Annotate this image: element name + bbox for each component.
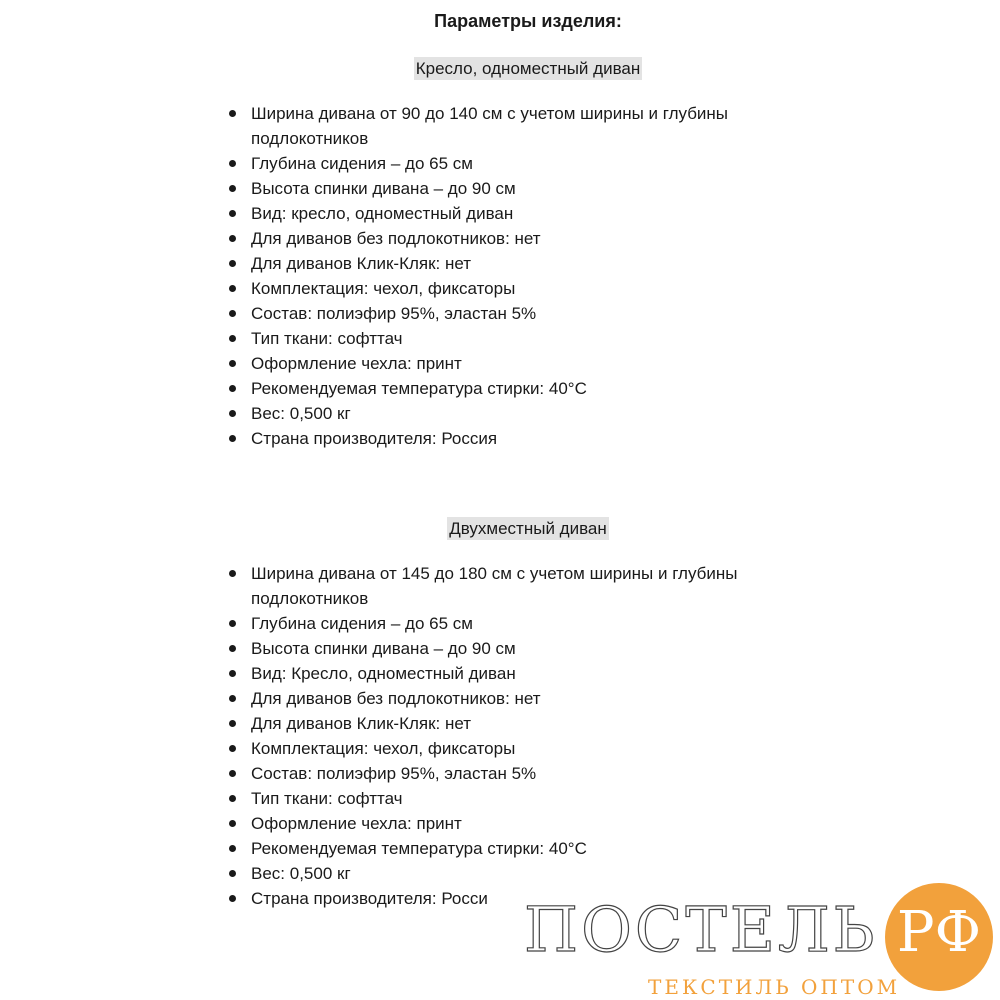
bullet-icon <box>229 845 236 852</box>
list-item <box>251 761 811 786</box>
bullet-icon <box>229 795 236 802</box>
bullet-icon <box>229 770 236 777</box>
brand-logo <box>500 878 1000 1000</box>
bullet-icon <box>229 410 236 417</box>
bullet-icon <box>229 385 236 392</box>
bullet-icon <box>229 820 236 827</box>
list-item <box>251 176 811 201</box>
bullet-icon <box>229 260 236 267</box>
list-item <box>251 811 811 836</box>
logo-tagline: ТЕКСТИЛЬ ОПТОМ <box>648 975 901 999</box>
section-heading-row <box>0 57 1000 80</box>
list-item-text: Оформление чехла: принт <box>251 354 462 373</box>
list-item <box>251 836 811 861</box>
list-item <box>251 226 811 251</box>
bullet-icon <box>229 720 236 727</box>
bullet-icon <box>229 110 236 117</box>
bullet-icon <box>229 645 236 652</box>
list-item-text: Страна производителя: Росси <box>251 889 488 908</box>
list-item <box>251 686 811 711</box>
bullet-icon <box>229 160 236 167</box>
list-item-text: Комплектация: чехол, фиксаторы <box>251 739 516 758</box>
list-item <box>251 251 811 276</box>
list-item <box>251 711 811 736</box>
list-item-text: Состав: полиэфир 95%, эластан 5% <box>251 304 537 323</box>
bullet-icon <box>229 620 236 627</box>
list-item <box>251 276 811 301</box>
list-item-text: Тип ткани: софттач <box>251 329 403 348</box>
bullet-icon <box>229 210 236 217</box>
list-item <box>251 786 811 811</box>
list-item <box>251 376 811 401</box>
list-item <box>251 636 811 661</box>
bullet-icon <box>229 695 236 702</box>
list-item-text: Высота спинки дивана – до 90 см <box>251 639 516 658</box>
section-heading-row <box>0 517 1000 540</box>
bullet-icon <box>229 570 236 577</box>
list-item-text: Высота спинки дивана – до 90 см <box>251 179 516 198</box>
list-item <box>251 101 811 151</box>
bullet-icon <box>229 745 236 752</box>
list-item-text: Состав: полиэфир 95%, эластан 5% <box>251 764 537 783</box>
list-item-text: Ширина дивана от 90 до 140 см с учетом ширины и глубины подлокотников <box>251 104 729 148</box>
list-item-text: Ширина дивана от 145 до 180 см с учетом ширины и глубины подлокотников <box>251 564 738 608</box>
bullet-icon <box>229 895 236 902</box>
bullet-icon <box>229 310 236 317</box>
list-item-text: Глубина сидения – до 65 см <box>251 614 473 633</box>
list-item-text: Для диванов без подлокотников: нет <box>251 689 541 708</box>
list-item-text: Страна производителя: Россия <box>251 429 498 448</box>
list-item-text: Вид: Кресло, одноместный диван <box>251 664 516 683</box>
list-item-text: Для диванов Клик-Кляк: нет <box>251 254 472 273</box>
list-item <box>251 201 811 226</box>
bullet-icon <box>229 670 236 677</box>
list-item <box>251 326 811 351</box>
list-item <box>251 351 811 376</box>
logo-wordmark: ПОСТЕЛЬ <box>524 893 878 966</box>
list-item-text: Комплектация: чехол, фиксаторы <box>251 279 516 298</box>
list-item-text: Оформление чехла: принт <box>251 814 462 833</box>
list-item-text: Вес: 0,500 кг <box>251 404 351 423</box>
section-heading-two-seater: Двухместный диван <box>449 519 607 538</box>
list-item <box>251 736 811 761</box>
list-item-text: Для диванов Клик-Кляк: нет <box>251 714 472 733</box>
list-item-text: Вид: кресло, одноместный диван <box>251 204 514 223</box>
list-item-text: Тип ткани: софттач <box>251 789 403 808</box>
list-item <box>251 426 811 451</box>
bullet-icon <box>229 235 236 242</box>
page-title: Параметры изделия: <box>434 11 622 31</box>
list-item-text: Вес: 0,500 кг <box>251 864 351 883</box>
list-item-text: Рекомендуемая температура стирки: 40°C <box>251 379 587 398</box>
params-list-armchair <box>251 101 811 451</box>
list-item <box>251 301 811 326</box>
bullet-icon <box>229 335 236 342</box>
bullet-icon <box>229 185 236 192</box>
list-item-text: Для диванов без подлокотников: нет <box>251 229 541 248</box>
list-item <box>251 151 811 176</box>
list-item <box>251 561 811 611</box>
logo-badge-icon <box>885 883 993 991</box>
list-item-text: Рекомендуемая температура стирки: 40°C <box>251 839 587 858</box>
list-item <box>251 401 811 426</box>
bullet-icon <box>229 285 236 292</box>
list-item <box>251 661 811 686</box>
bullet-icon <box>229 360 236 367</box>
params-list-two-seater <box>251 561 811 911</box>
list-item-text: Глубина сидения – до 65 см <box>251 154 473 173</box>
section-heading-armchair: Кресло, одноместный диван <box>415 59 641 78</box>
logo-badge-text: РФ <box>896 900 982 965</box>
bullet-icon <box>229 435 236 442</box>
bullet-icon <box>229 870 236 877</box>
list-item <box>251 611 811 636</box>
